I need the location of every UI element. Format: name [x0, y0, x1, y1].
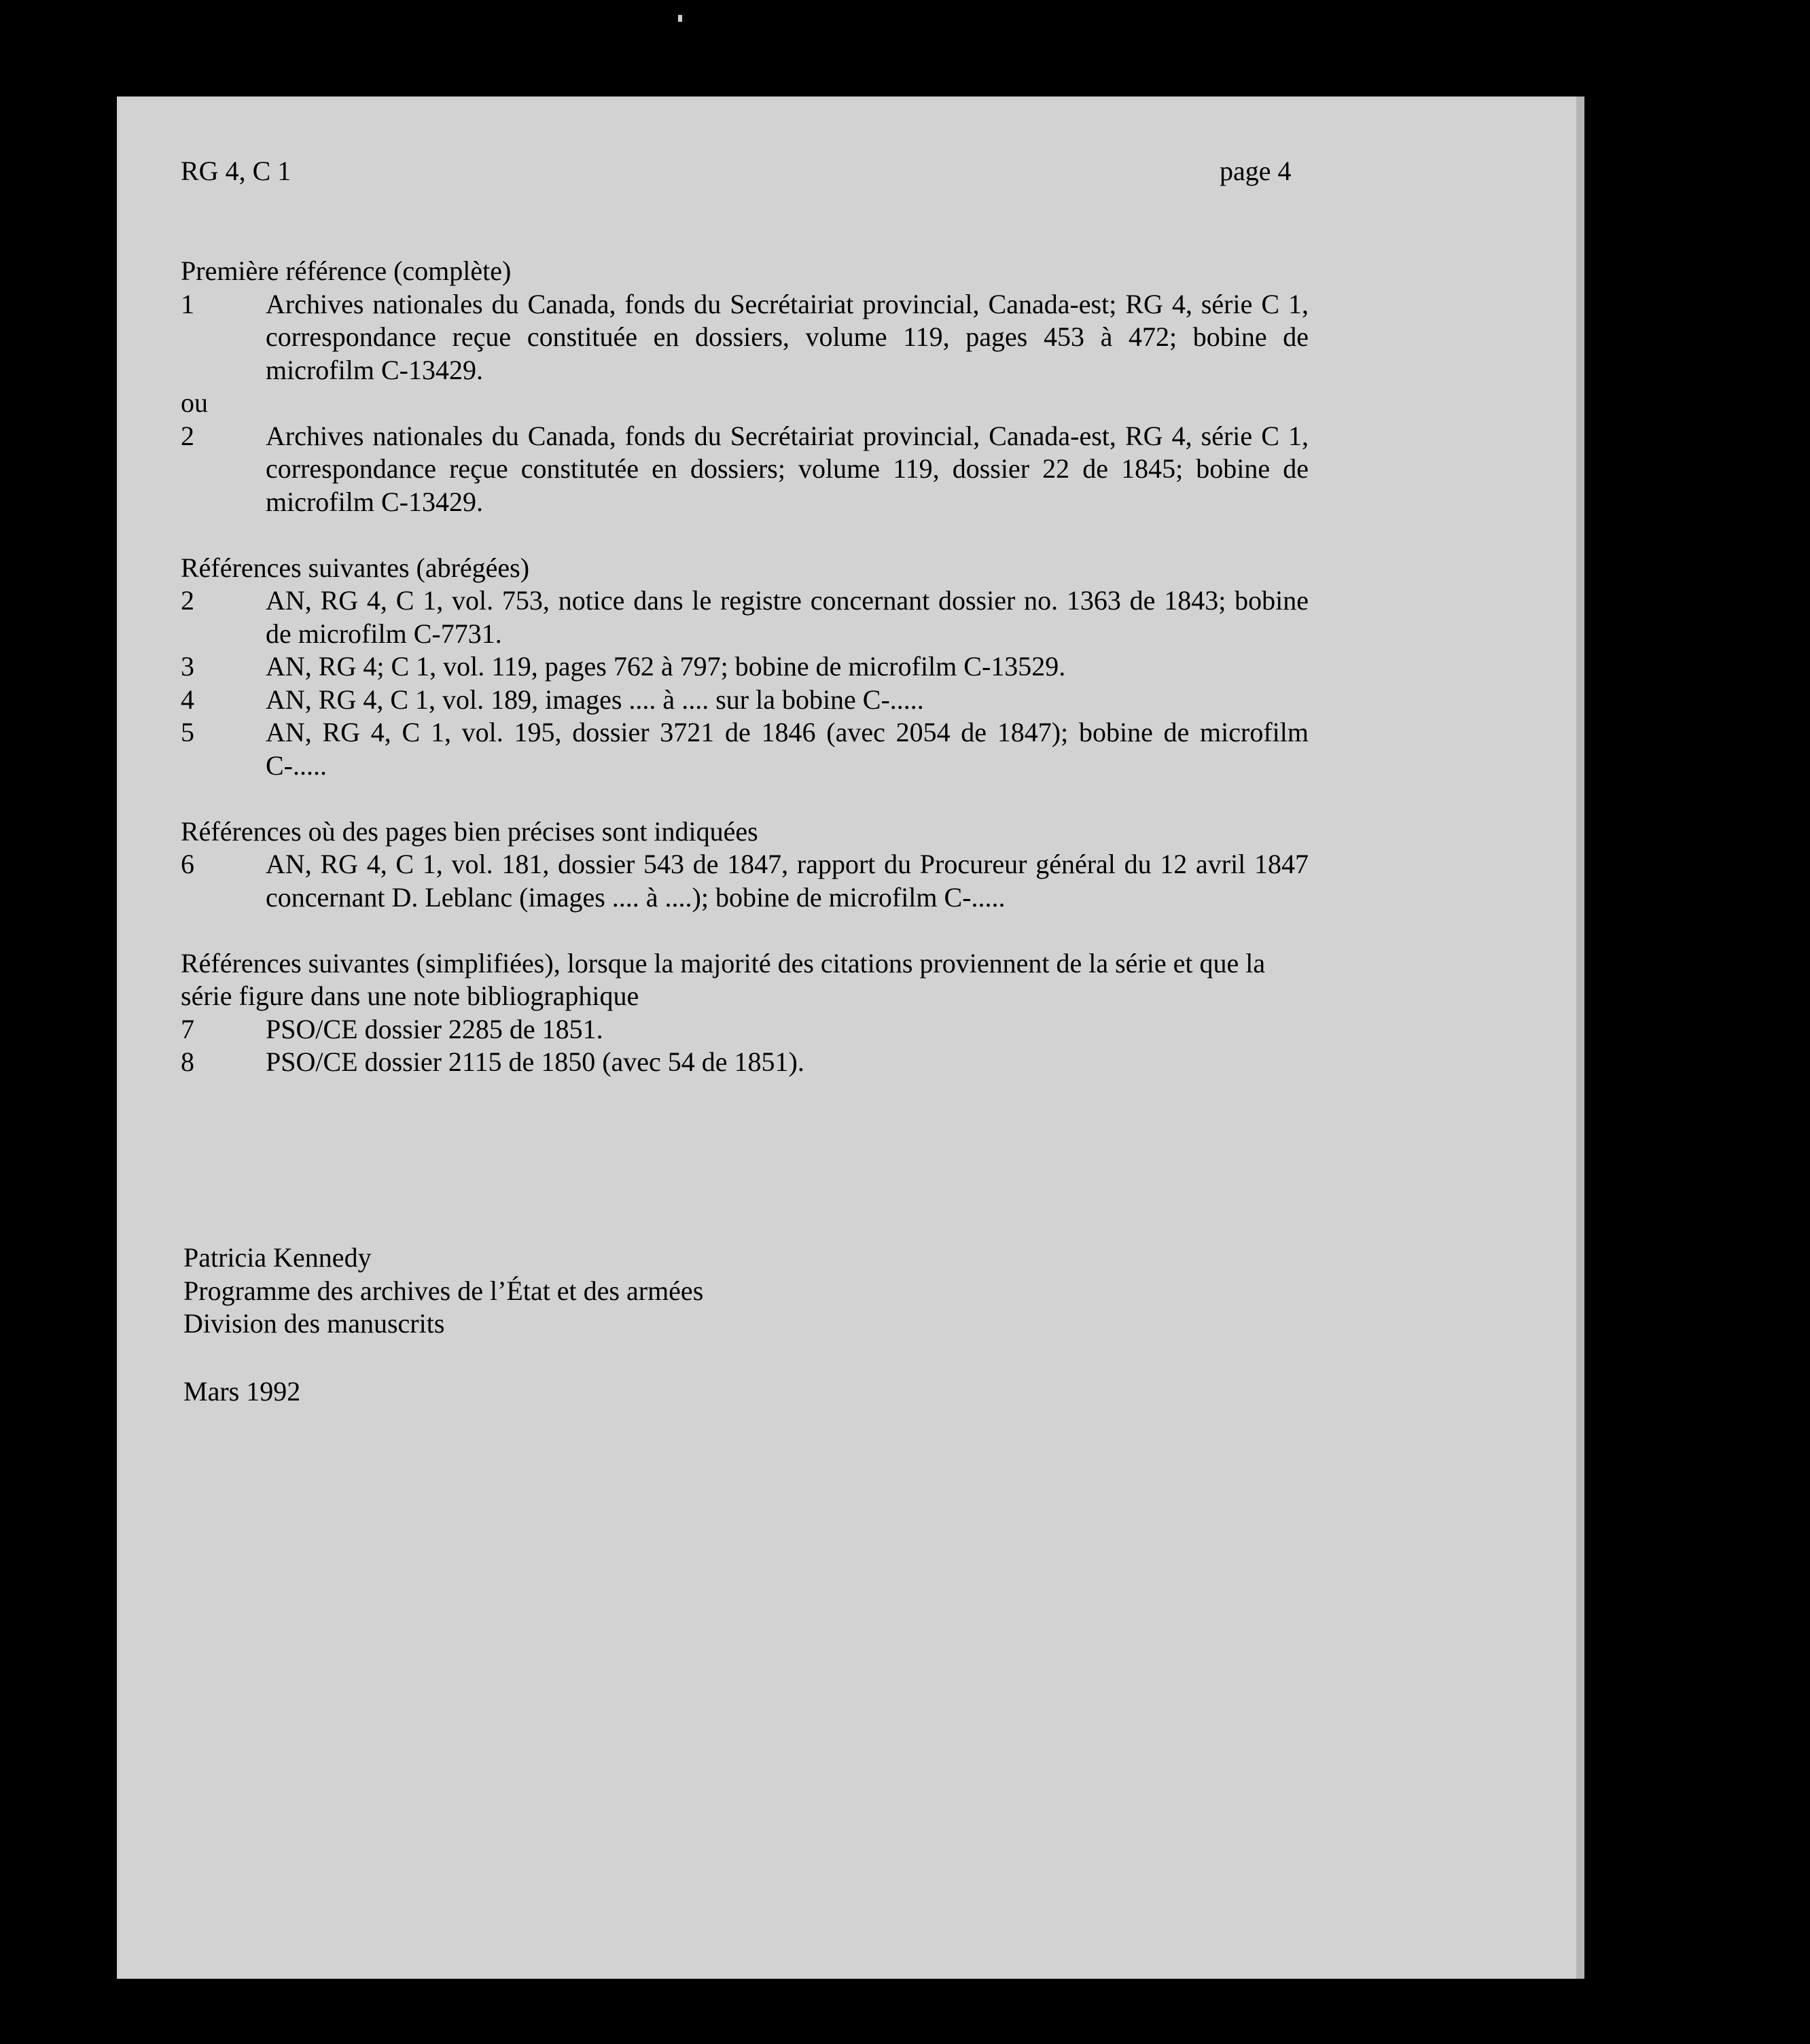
reference-item — [181, 420, 1309, 519]
reference-number: 7 — [181, 1013, 194, 1044]
document-date: Mars 1992 — [183, 1376, 301, 1407]
separator-text: ou — [181, 387, 208, 418]
reference-text: AN, RG 4, C 1, vol. 753, notice dans le registre concernant dossier no. 1363 de 1843; bobine de microfilm C-7731. — [266, 585, 1309, 649]
section-heading: Références suivantes (simplifiées), lorsque la majorité des citations proviennent de la série et que la série figure dans une note bibliographique — [181, 947, 1266, 1011]
reference-number: 2 — [181, 420, 194, 451]
author-division: Division des manuscrits — [183, 1308, 445, 1339]
reference-item — [181, 650, 1309, 684]
reference-number: 8 — [181, 1046, 194, 1077]
reference-item — [181, 584, 1309, 650]
author-name: Patricia Kennedy — [183, 1242, 372, 1273]
reference-number: 2 — [181, 585, 194, 616]
reference-text: Archives nationales du Canada, fonds du Secrétairiat provincial, Canada-est; RG 4, série C 1, correspondance reçue constituée en dossiers, volume 119, pages 453 à 472; bobine de microfilm C-13429. — [266, 288, 1309, 385]
reference-item — [181, 1046, 1309, 1079]
reference-item — [181, 716, 1309, 782]
page-edge — [1576, 96, 1584, 1979]
section-simplified-references — [181, 947, 1309, 1079]
reference-number: 6 — [181, 849, 194, 879]
reference-number: 1 — [181, 288, 194, 319]
reference-text: AN, RG 4, C 1, vol. 189, images .... à .... sur la bobine C-..... — [266, 684, 924, 715]
reference-text: AN, RG 4; C 1, vol. 119, pages 762 à 797; bobine de microfilm C-13529. — [266, 651, 1066, 682]
section-heading: Références suivantes (abrégées) — [181, 552, 530, 583]
reference-item — [181, 288, 1309, 387]
author-program: Programme des archives de l’État et des armées — [183, 1275, 704, 1306]
document-body — [181, 255, 1309, 1079]
section-heading: Références où des pages bien précises sont indiquées — [181, 815, 758, 847]
signature-block — [183, 1241, 703, 1341]
reference-text: Archives nationales du Canada, fonds du Secrétairiat provincial, Canada-est, RG 4, série C 1, correspondance reçue constitutée en dossiers; volume 119, dossier 22 de 1845; bobine de microfilm C-13429. — [266, 420, 1309, 517]
section-first-reference — [181, 255, 1309, 518]
section-precise-pages — [181, 815, 1309, 915]
reference-text: PSO/CE dossier 2285 de 1851. — [266, 1013, 603, 1044]
section-heading: Première référence (complète) — [181, 256, 512, 286]
header-reference: RG 4, C 1 — [181, 156, 291, 186]
section-abridged-references — [181, 552, 1309, 783]
scan-speck — [678, 15, 682, 22]
reference-text: AN, RG 4, C 1, vol. 181, dossier 543 de 1847, rapport du Procureur général du 12 avril 1847 concernant D. Leblanc (images .... à ....); bobine de microfilm C-..... — [266, 849, 1309, 913]
page-number: page 4 — [1220, 156, 1292, 186]
reference-number: 5 — [181, 717, 194, 747]
reference-text: AN, RG 4, C 1, vol. 195, dossier 3721 de 1846 (avec 2054 de 1847); bobine de microfilm C-..... — [266, 717, 1309, 781]
reference-text: PSO/CE dossier 2115 de 1850 (avec 54 de 1851). — [266, 1046, 804, 1077]
reference-number: 3 — [181, 651, 194, 682]
reference-number: 4 — [181, 684, 194, 715]
reference-item — [181, 848, 1309, 914]
reference-item — [181, 684, 1309, 717]
reference-item — [181, 1013, 1309, 1046]
